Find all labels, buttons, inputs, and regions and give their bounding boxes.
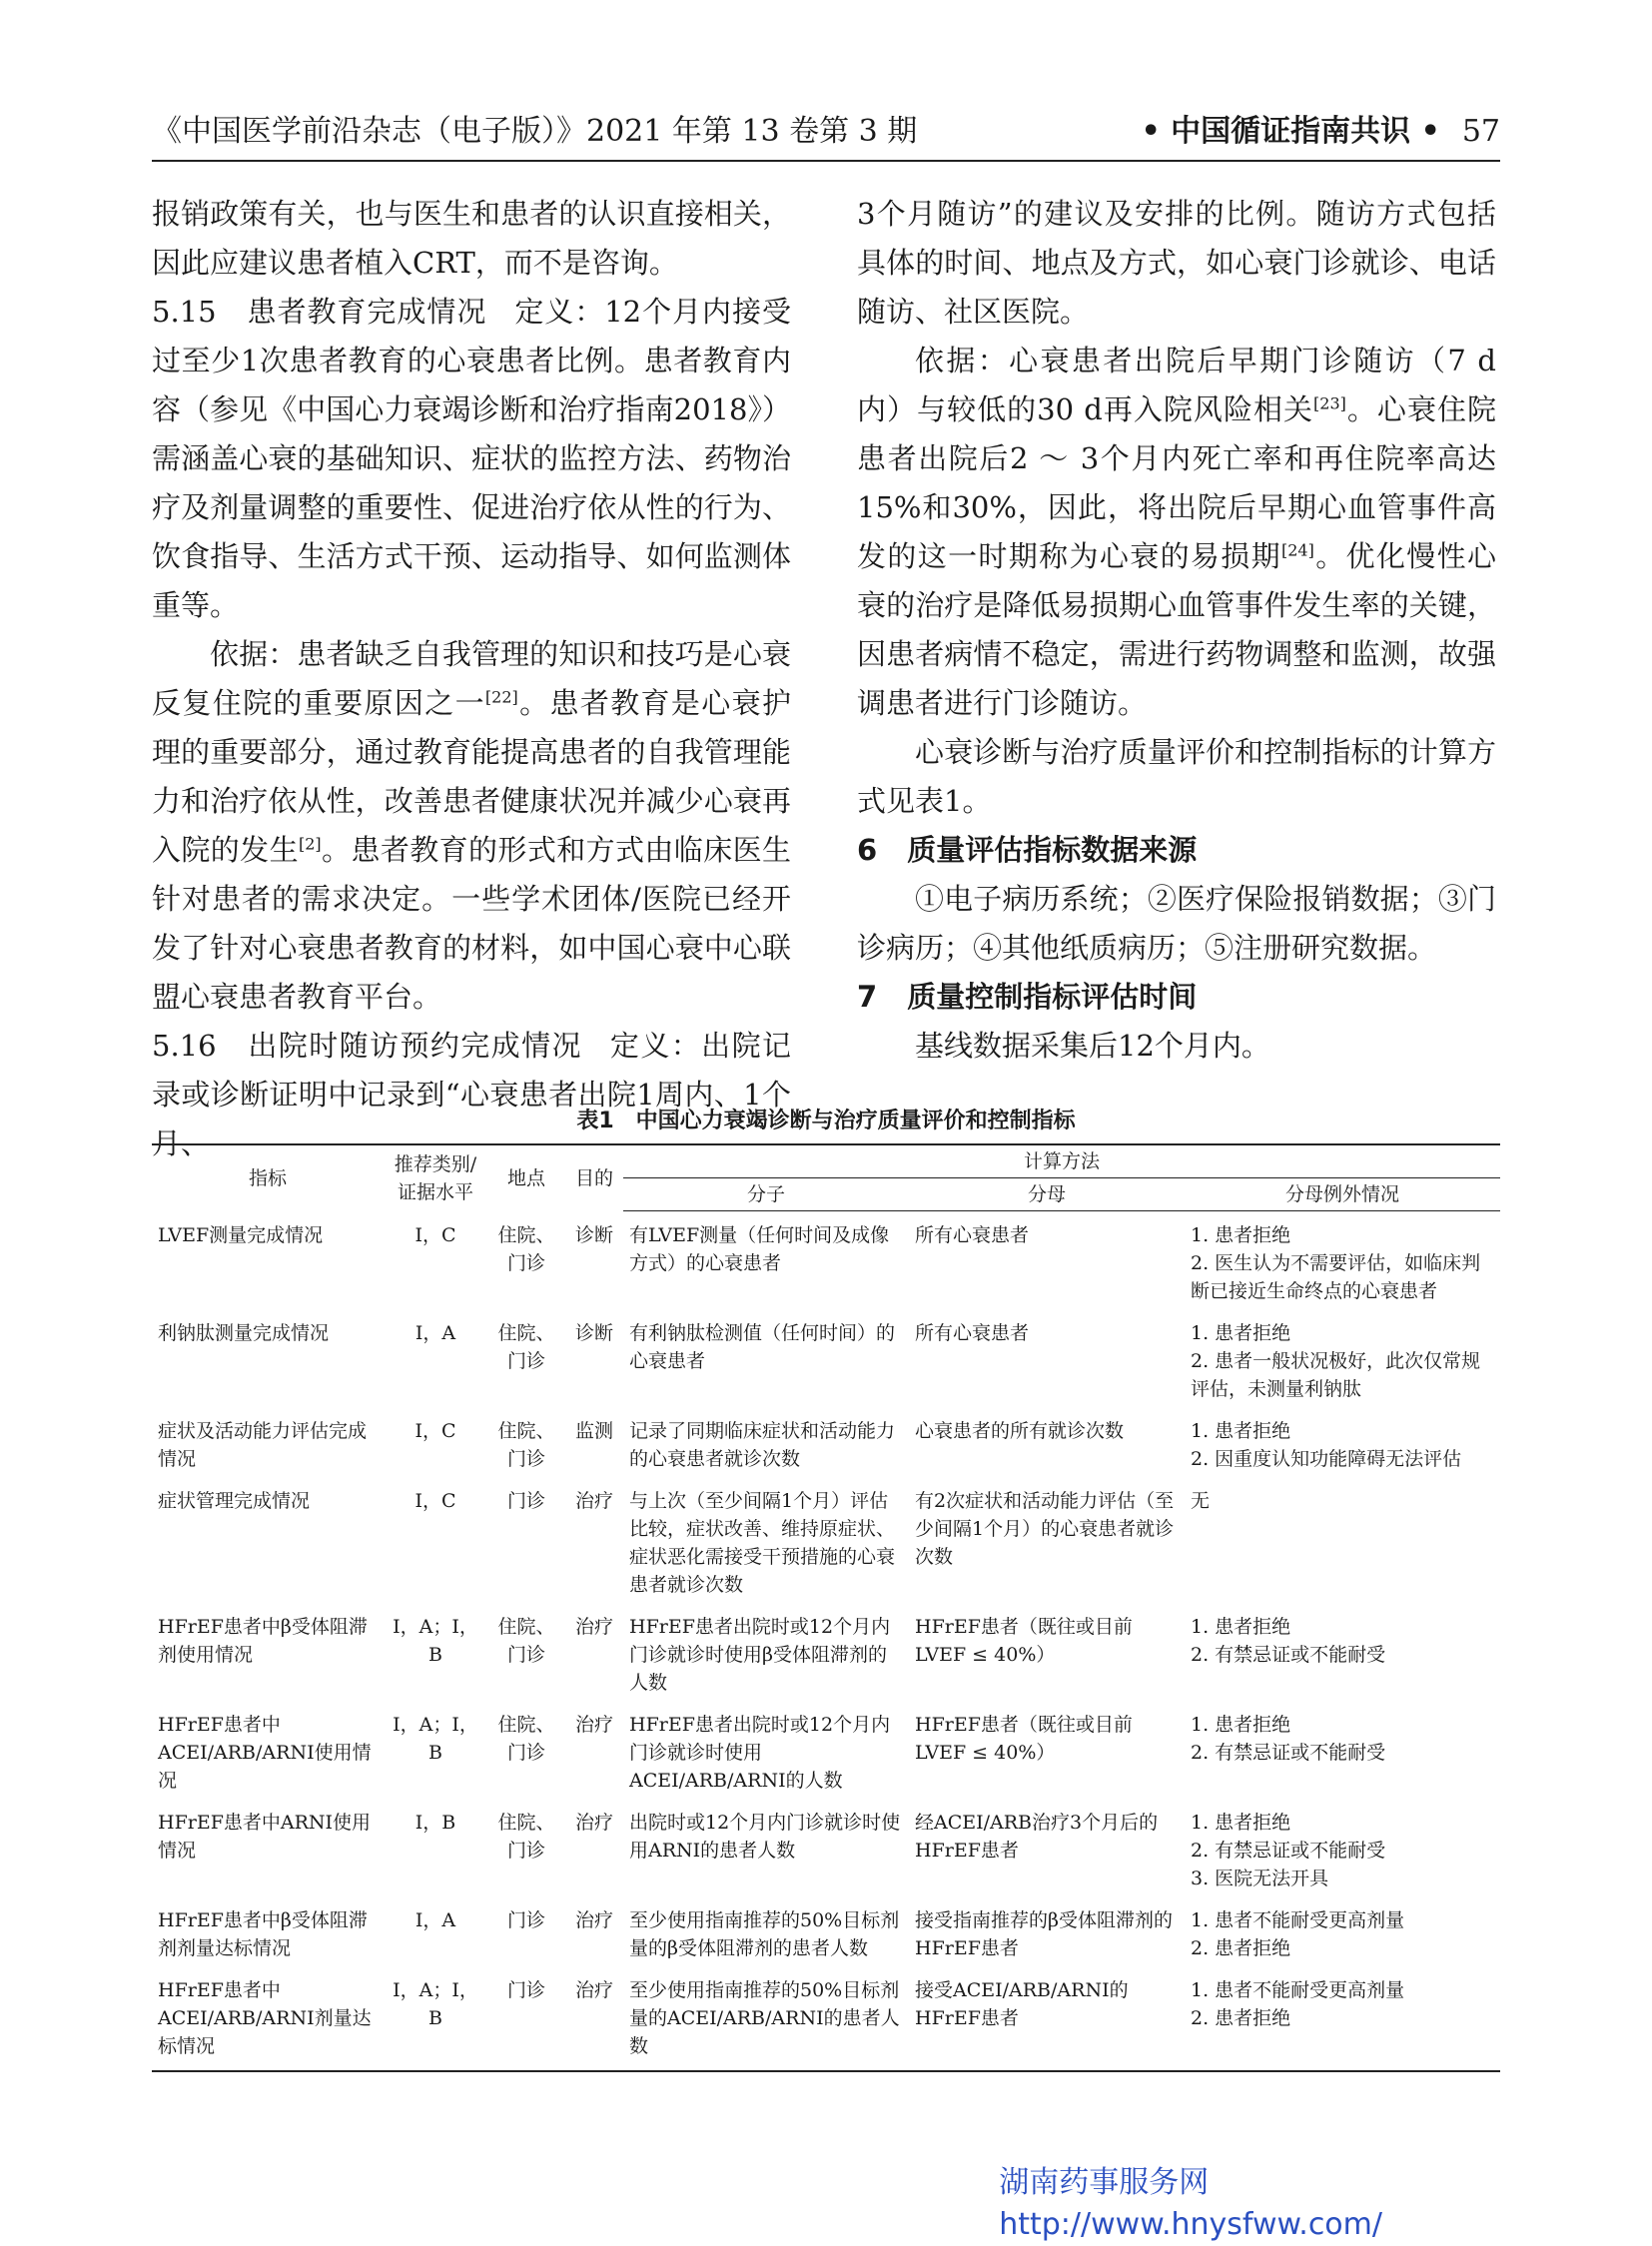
table-label: 表1 xyxy=(576,1109,614,1133)
citation: [24] xyxy=(1281,540,1314,560)
watermark-name: 湖南药事服务网 xyxy=(999,2165,1210,2200)
exception-item: 1. 患者拒绝 xyxy=(1191,1322,1291,1344)
text-run: 依据：心衰患者出院后早期门诊随访（7 d内）与较低的30 d再入院风险相关 xyxy=(857,344,1496,426)
cell-grade: Ⅰ，C xyxy=(414,1223,456,1246)
header-indicator: 指标 xyxy=(152,1144,384,1211)
cell-numerator: HFrEF患者出院时或12个月内门诊就诊时使用β受体阻滞剂的人数 xyxy=(629,1616,891,1694)
cell-exceptions xyxy=(1185,1603,1500,1701)
header-purpose: 目的 xyxy=(565,1144,623,1211)
cell-grade: Ⅰ，A；Ⅰ，B xyxy=(384,1966,487,2071)
header-rule xyxy=(152,160,1500,162)
cell-exceptions xyxy=(1185,1309,1500,1407)
cell-purpose: 治疗 xyxy=(565,1966,623,2071)
exception-item: 无 xyxy=(1191,1490,1211,1512)
cell-indicator: LVEF测量完成情况 xyxy=(158,1223,324,1246)
cell-place: 住院、门诊 xyxy=(497,1420,555,1470)
exception-item: 1. 患者不能耐受更高剂量 xyxy=(1191,1909,1405,1931)
section-text: 定义：12个月内接受过至少1次患者教育的心衰患者比例。患者教育内容（参见《中国心力衰竭诊断和治疗指南2018》）需涵盖心衰的基础知识、症状的监控方法、药物治疗及剂量调整的重要性、促进治疗依从性的行为、饮食指导、生活方式干预、运动指导、如何监测体重等。 xyxy=(152,295,791,622)
quality-indicator-table xyxy=(152,1143,1500,2072)
cell-indicator: HFrEF患者中ACEI/ARB/ARNI剂量达标情况 xyxy=(152,1966,384,2071)
exception-item: 2. 患者一般状况极好，此次仅常规评估，未测量利钠肽 xyxy=(1191,1350,1481,1400)
exception-item: 3. 医院无法开具 xyxy=(1191,1868,1329,1889)
table-row xyxy=(152,1966,1500,2071)
exception-item: 1. 患者拒绝 xyxy=(1191,1420,1291,1442)
table-row xyxy=(152,1701,1500,1799)
header-numerator: 分子 xyxy=(623,1178,909,1211)
exception-item: 2. 患者拒绝 xyxy=(1191,1937,1291,1959)
table-caption xyxy=(152,1107,1500,1136)
text-run: 依据：患者缺乏自我管理的知识和技巧是心衰反复住院的重要原因之一 xyxy=(152,637,791,720)
header-exception: 分母例外情况 xyxy=(1185,1178,1500,1211)
cell-purpose: 治疗 xyxy=(574,1490,613,1512)
cell-numerator: HFrEF患者出院时或12个月内门诊就诊时使用ACEI/ARB/ARNI的人数 xyxy=(629,1714,891,1792)
cell-exceptions xyxy=(1185,1701,1500,1799)
exception-item: 2. 因重度认知功能障碍无法评估 xyxy=(1191,1448,1462,1470)
cell-place: 住院、门诊 xyxy=(497,1616,555,1666)
citation: [2] xyxy=(298,834,322,854)
cell-denominator: 所有心衰患者 xyxy=(915,1322,1030,1344)
cell-place: 门诊 xyxy=(506,1490,545,1512)
exception-item: 1. 患者拒绝 xyxy=(1191,1714,1291,1736)
section-title: 5.16 出院时随访预约完成情况 xyxy=(152,1029,582,1063)
cell-exceptions xyxy=(1185,1799,1500,1896)
table-row xyxy=(152,1407,1500,1477)
exception-item: 1. 患者不能耐受更高剂量 xyxy=(1191,1979,1405,2001)
watermark xyxy=(999,2162,1382,2246)
header-calc: 计算方法 xyxy=(623,1144,1500,1178)
section-heading-7 xyxy=(857,973,1496,1022)
cell-place: 住院、门诊 xyxy=(497,1714,555,1764)
cell-denominator: HFrEF患者（既往或目前LVEF ≤ 40%） xyxy=(915,1616,1133,1666)
exception-item: 2. 患者拒绝 xyxy=(1191,2007,1291,2029)
header-place: 地点 xyxy=(487,1144,565,1211)
table-row xyxy=(152,1477,1500,1603)
section-heading-6 xyxy=(857,826,1496,875)
paragraph xyxy=(857,337,1496,728)
table-row xyxy=(152,1896,1500,1966)
right-column xyxy=(857,190,1496,1071)
cell-indicator: HFrEF患者中β受体阻滞剂剂量达标情况 xyxy=(158,1909,368,1959)
paragraph: 心衰诊断与治疗质量评价和控制指标的计算方式见表1。 xyxy=(857,735,1496,818)
cell-grade: Ⅰ，A；Ⅰ，B xyxy=(393,1616,478,1666)
cell-grade: Ⅰ，A xyxy=(414,1909,456,1931)
exception-item: 1. 患者拒绝 xyxy=(1191,1224,1291,1246)
cell-indicator: 症状管理完成情况 xyxy=(158,1490,311,1512)
cell-exceptions xyxy=(1185,1966,1500,2071)
cell-purpose: 治疗 xyxy=(574,1714,613,1736)
cell-denominator: 有2次症状和活动能力评估（至少间隔1个月）的心衰患者就诊次数 xyxy=(915,1490,1175,1568)
exception-item: 1. 患者拒绝 xyxy=(1191,1812,1291,1834)
cell-denominator: 所有心衰患者 xyxy=(915,1224,1030,1246)
text-run: 。患者教育的形式和方式由临床医生针对患者的需求决定。一些学术团体/医院已经开发了针对心衰患者教育的材料，如中国心衰中心联盟心衰患者教育平台。 xyxy=(152,833,791,1014)
cell-place: 门诊 xyxy=(487,1966,565,2071)
cell-exceptions xyxy=(1185,1407,1500,1477)
cell-grade: Ⅰ，C xyxy=(414,1420,456,1442)
cell-purpose: 诊断 xyxy=(574,1223,613,1246)
watermark-url: http://www.hnysfww.com/ xyxy=(999,2207,1382,2242)
cell-numerator: 至少使用指南推荐的50%目标剂量的ACEI/ARB/ARNI的患者人数 xyxy=(623,1966,909,2071)
cell-grade: Ⅰ，B xyxy=(414,1812,456,1834)
cell-exceptions xyxy=(1185,1211,1500,1310)
cell-denominator: 经ACEI/ARB治疗3个月后的HFrEF患者 xyxy=(915,1812,1159,1862)
citation: [22] xyxy=(484,687,518,707)
table-row xyxy=(152,1211,1500,1310)
cell-numerator: 有利钠肽检测值（任何时间）的心衰患者 xyxy=(629,1322,896,1372)
exception-item: 2. 医生认为不需要评估，如临床判断已接近生命终点的心衰患者 xyxy=(1191,1252,1481,1302)
cell-numerator: 出院时或12个月内门诊就诊时使用ARNI的患者人数 xyxy=(629,1812,901,1862)
cell-numerator: 记录了同期临床症状和活动能力的心衰患者就诊次数 xyxy=(629,1420,896,1470)
table-body xyxy=(152,1211,1500,2072)
header-denominator: 分母 xyxy=(909,1178,1185,1211)
exception-item: 2. 有禁忌证或不能耐受 xyxy=(1191,1840,1386,1862)
cell-indicator: HFrEF患者中β受体阻滞剂使用情况 xyxy=(158,1616,368,1666)
section-text: 定义：出院记录或诊断证明中记录到“心衰患者出院1周内、1个月、 xyxy=(152,1029,791,1160)
cell-indicator: 利钠肽测量完成情况 xyxy=(158,1322,330,1344)
column-header xyxy=(1142,112,1500,152)
cell-numerator: 有LVEF测量（任何时间及成像方式）的心衰患者 xyxy=(629,1224,890,1274)
cell-place: 门诊 xyxy=(506,1909,545,1931)
cell-denominator: HFrEF患者（既往或目前LVEF ≤ 40%） xyxy=(915,1714,1133,1764)
cell-denominator: 接受指南推荐的β受体阻滞剂的HFrEF患者 xyxy=(915,1909,1173,1959)
text-run: 。优化慢性心衰的治疗是降低易损期心血管事件发生率的关键，因患者病情不稳定，需进行药物调整和监测，故强调患者进行门诊随访。 xyxy=(857,539,1496,720)
exception-item: 1. 患者拒绝 xyxy=(1191,1616,1291,1638)
cell-indicator: HFrEF患者中ACEI/ARB/ARNI使用情况 xyxy=(158,1714,372,1792)
page-number: 57 xyxy=(1461,114,1500,149)
section-title: 5.15 患者教育完成情况 xyxy=(152,295,487,329)
cell-exceptions xyxy=(1185,1477,1500,1603)
left-column xyxy=(152,190,791,1168)
section-5-15 xyxy=(152,288,791,630)
cell-purpose: 治疗 xyxy=(574,1616,613,1638)
text-run: 。患者教育是心衰护理的重要部分，通过教育能提高患者的自我管理能力和治疗依从性，改善患者健康状况并减少心衰再入院的发生 xyxy=(152,686,791,867)
exception-item: 2. 有禁忌证或不能耐受 xyxy=(1191,1644,1386,1666)
section-heading-text: 质量控制指标评估时间 xyxy=(907,980,1198,1014)
table-row xyxy=(152,1799,1500,1896)
cell-denominator: 接受ACEI/ARB/ARNI的HFrEF患者 xyxy=(909,1966,1185,2071)
cell-denominator: 心衰患者的所有就诊次数 xyxy=(915,1420,1125,1442)
cell-grade: Ⅰ，A；Ⅰ，B xyxy=(393,1714,478,1764)
paragraph: 基线数据采集后12个月内。 xyxy=(915,1029,1270,1063)
journal-title: 《中国医学前沿杂志（电子版）》2021 年第 13 卷第 3 期 xyxy=(152,114,918,149)
paragraph: 3个月随访”的建议及安排的比例。随访方式包括具体的时间、地点及方式，如心衰门诊就诊、电话随访、社区医院。 xyxy=(857,197,1496,329)
section-number: 7 xyxy=(857,980,878,1014)
section-heading-text: 质量评估指标数据来源 xyxy=(907,833,1198,867)
header-grade: 推荐类别/证据水平 xyxy=(384,1144,487,1211)
citation: [23] xyxy=(1313,393,1346,413)
cell-place: 住院、门诊 xyxy=(497,1812,555,1862)
table-row xyxy=(152,1309,1500,1407)
cell-numerator: 至少使用指南推荐的50%目标剂量的β受体阻滞剂的患者人数 xyxy=(629,1909,900,1959)
paragraph: 报销政策有关，也与医生和患者的认识直接相关，因此应建议患者植入CRT，而不是咨询。 xyxy=(152,197,791,280)
paragraph xyxy=(152,630,791,1022)
cell-grade: Ⅰ，A xyxy=(414,1322,456,1344)
cell-exceptions xyxy=(1185,1896,1500,1966)
cell-indicator: 症状及活动能力评估完成情况 xyxy=(158,1420,368,1470)
cell-purpose: 治疗 xyxy=(574,1812,613,1834)
exception-item: 2. 有禁忌证或不能耐受 xyxy=(1191,1742,1386,1764)
table-row xyxy=(152,1603,1500,1701)
cell-purpose: 诊断 xyxy=(574,1322,613,1344)
cell-grade: Ⅰ，C xyxy=(414,1490,456,1512)
cell-place: 住院、门诊 xyxy=(497,1223,555,1274)
table-title: 中国心力衰竭诊断与治疗质量评价和控制指标 xyxy=(635,1109,1076,1133)
text-run: 。心衰住院患者出院后2 ～ 3个月内死亡率和再住院率高达15%和30%，因此，将出院后早期心血管事件高发的这一时期称为心衰的易损期 xyxy=(857,392,1496,573)
paragraph: ①电子病历系统；②医疗保险报销数据；③门诊病历；④其他纸质病历；⑤注册研究数据。 xyxy=(857,882,1496,965)
cell-purpose: 监测 xyxy=(574,1420,613,1442)
cell-place: 住院、门诊 xyxy=(497,1322,555,1372)
cell-purpose: 治疗 xyxy=(574,1909,613,1931)
cell-indicator: HFrEF患者中ARNI使用情况 xyxy=(158,1812,372,1862)
cell-numerator: 与上次（至少间隔1个月）评估比较，症状改善、维持原症状、症状恶化需接受干预措施的心衰患者就诊次数 xyxy=(629,1490,896,1596)
section-number: 6 xyxy=(857,833,878,867)
column-name: • 中国循证指南共识 • xyxy=(1141,114,1440,149)
